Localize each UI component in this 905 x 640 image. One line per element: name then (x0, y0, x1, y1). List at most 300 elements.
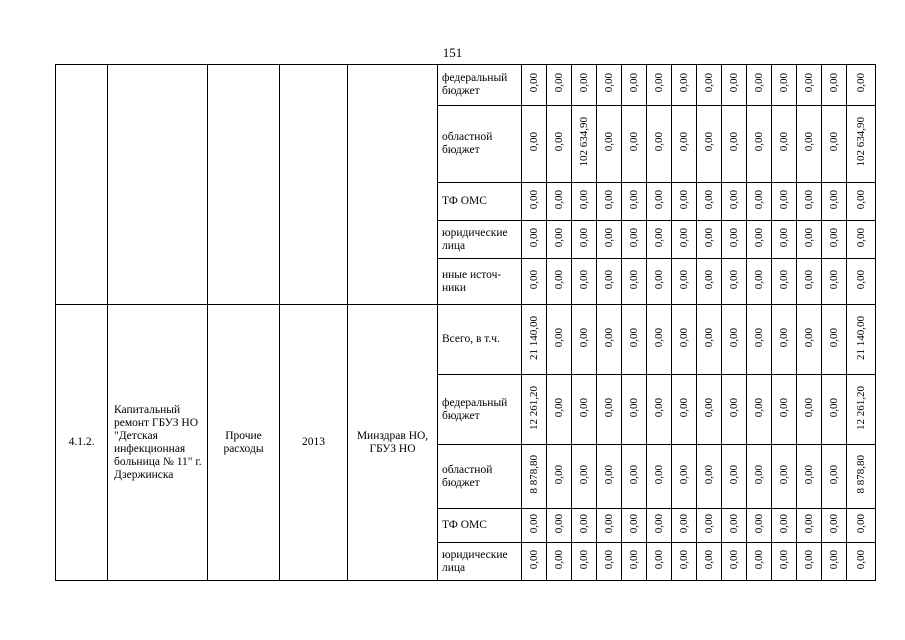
amount-value: 0,00 (553, 549, 565, 570)
amount-value: 102 634,90 (855, 117, 867, 167)
amount-cell (547, 509, 572, 543)
amount-value: 0,00 (628, 269, 640, 290)
funding-source-cell: ТФ ОМС (438, 509, 522, 543)
amount-cell (522, 65, 547, 106)
amount-cell (772, 509, 797, 543)
amount-cell (822, 445, 847, 509)
amount-cell (572, 106, 597, 183)
amount-value: 0,00 (678, 397, 690, 418)
amount-value: 0,00 (778, 269, 790, 290)
amount-cell (522, 221, 547, 259)
amount-value: 0,00 (603, 73, 615, 93)
amount-cell (697, 221, 722, 259)
amount-value: 0,00 (703, 549, 715, 570)
amount-cell (722, 183, 747, 221)
amount-value: 0,00 (753, 269, 765, 290)
amount-value: 0,00 (603, 549, 615, 570)
amount-value: 0,00 (653, 189, 665, 210)
amount-cell (797, 106, 822, 183)
amount-cell (647, 221, 672, 259)
amount-cell (822, 375, 847, 445)
amount-value: 0,00 (703, 132, 715, 152)
amount-cell (722, 509, 747, 543)
amount-value: 0,00 (855, 269, 867, 290)
amount-value: 0,00 (678, 189, 690, 210)
amount-cell (747, 221, 772, 259)
amount-value: 0,00 (728, 227, 740, 248)
amount-cell (747, 259, 772, 305)
amount-value: 0,00 (553, 269, 565, 290)
amount-value: 0,00 (528, 132, 540, 152)
amount-value: 0,00 (855, 549, 867, 570)
amount-cell (547, 305, 572, 375)
amount-cell (672, 445, 697, 509)
funding-source-cell: иные источ-ники (438, 259, 522, 305)
amount-value: 0,00 (653, 327, 665, 348)
item-code-cell (56, 65, 108, 305)
amount-value: 0,00 (728, 327, 740, 348)
amount-value: 0,00 (678, 464, 690, 485)
amount-value: 0,00 (628, 464, 640, 485)
amount-value: 0,00 (778, 73, 790, 93)
amount-cell (697, 445, 722, 509)
expense-type-cell (208, 65, 280, 305)
amount-value: 0,00 (703, 327, 715, 348)
amount-cell (522, 305, 547, 375)
amount-value: 0,00 (678, 513, 690, 534)
amount-cell (547, 221, 572, 259)
amount-value: 0,00 (578, 464, 590, 485)
amount-value: 0,00 (855, 227, 867, 248)
amount-value: 0,00 (628, 327, 640, 348)
amount-value: 0,00 (828, 189, 840, 210)
amount-cell (772, 106, 797, 183)
amount-cell (622, 183, 647, 221)
amount-value: 0,00 (753, 327, 765, 348)
amount-cell (522, 106, 547, 183)
amount-cell (572, 259, 597, 305)
amount-cell (647, 106, 672, 183)
amount-value: 0,00 (628, 549, 640, 570)
amount-cell (822, 509, 847, 543)
amount-value: 0,00 (553, 73, 565, 93)
amount-value: 0,00 (778, 549, 790, 570)
amount-cell (572, 509, 597, 543)
amount-value: 0,00 (855, 73, 867, 93)
amount-value: 21 140,00 (855, 315, 867, 360)
page-number: 151 (442, 45, 463, 60)
amount-value: 0,00 (603, 513, 615, 534)
amount-value: 0,00 (855, 513, 867, 534)
amount-cell (622, 375, 647, 445)
amount-value: 0,00 (778, 189, 790, 210)
amount-cell (647, 65, 672, 106)
amount-cell (722, 305, 747, 375)
amount-cell (747, 375, 772, 445)
amount-cell (747, 509, 772, 543)
amount-value: 0,00 (753, 227, 765, 248)
amount-value: 0,00 (803, 397, 815, 418)
amount-cell (772, 445, 797, 509)
amount-cell (722, 65, 747, 106)
amount-cell (597, 65, 622, 106)
amount-cell (647, 445, 672, 509)
amount-cell (647, 375, 672, 445)
amount-value: 0,00 (528, 549, 540, 570)
amount-value: 0,00 (603, 132, 615, 152)
amount-value: 0,00 (553, 397, 565, 418)
amount-value: 0,00 (553, 189, 565, 210)
amount-value: 0,00 (828, 269, 840, 290)
amount-cell (722, 259, 747, 305)
amount-cell (622, 543, 647, 581)
table-body (56, 65, 876, 581)
amount-value: 0,00 (778, 464, 790, 485)
amount-cell (772, 259, 797, 305)
amount-cell (672, 65, 697, 106)
amount-cell (747, 183, 772, 221)
amount-value: 0,00 (553, 227, 565, 248)
amount-value: 0,00 (753, 132, 765, 152)
amount-value: 0,00 (728, 464, 740, 485)
amount-value: 0,00 (803, 464, 815, 485)
amount-value: 0,00 (728, 513, 740, 534)
amount-value: 0,00 (828, 397, 840, 418)
amount-cell (847, 445, 876, 509)
amount-cell (847, 509, 876, 543)
amount-cell (647, 259, 672, 305)
amount-cell (597, 221, 622, 259)
amount-value: 0,00 (778, 327, 790, 348)
amount-cell (797, 375, 822, 445)
amount-value: 0,00 (628, 73, 640, 93)
amount-cell (847, 543, 876, 581)
amount-cell (597, 445, 622, 509)
amount-cell (547, 65, 572, 106)
amount-value: 0,00 (803, 513, 815, 534)
amount-value: 0,00 (828, 132, 840, 152)
amount-cell (797, 445, 822, 509)
amount-cell (622, 305, 647, 375)
amount-cell (797, 509, 822, 543)
amount-cell (597, 375, 622, 445)
amount-value: 0,00 (653, 513, 665, 534)
expense-type-cell: Прочие расходы (208, 305, 280, 581)
amount-cell (847, 305, 876, 375)
amount-value: 0,00 (855, 189, 867, 210)
amount-cell (572, 543, 597, 581)
amount-value: 0,00 (653, 73, 665, 93)
amount-cell (622, 106, 647, 183)
amount-cell (672, 509, 697, 543)
amount-value: 0,00 (578, 269, 590, 290)
amount-value: 0,00 (678, 327, 690, 348)
amount-cell (597, 183, 622, 221)
amount-cell (847, 65, 876, 106)
amount-cell (747, 305, 772, 375)
amount-value: 0,00 (728, 132, 740, 152)
amount-cell (547, 445, 572, 509)
amount-cell (622, 259, 647, 305)
amount-value: 0,00 (553, 464, 565, 485)
amount-value: 0,00 (528, 73, 540, 93)
amount-cell (747, 445, 772, 509)
amount-cell (772, 65, 797, 106)
amount-cell (672, 106, 697, 183)
amount-cell (622, 445, 647, 509)
amount-cell (847, 221, 876, 259)
amount-value: 0,00 (628, 397, 640, 418)
amount-value: 0,00 (678, 549, 690, 570)
amount-value: 0,00 (653, 227, 665, 248)
amount-cell (522, 445, 547, 509)
amount-cell (772, 221, 797, 259)
amount-value: 0,00 (603, 397, 615, 418)
amount-cell (672, 183, 697, 221)
amount-cell (722, 375, 747, 445)
amount-cell (522, 509, 547, 543)
amount-value: 0,00 (628, 513, 640, 534)
amount-value: 0,00 (578, 327, 590, 348)
amount-value: 12 261,20 (528, 385, 540, 430)
amount-cell (672, 375, 697, 445)
item-name-cell: Капитальный ремонт ГБУЗ НО "Детская инфекционная больница № 11" г. Дзержинска (108, 305, 208, 581)
amount-cell (722, 543, 747, 581)
amount-value: 0,00 (603, 327, 615, 348)
amount-value: 0,00 (578, 397, 590, 418)
amount-value: 0,00 (678, 269, 690, 290)
amount-value: 0,00 (753, 549, 765, 570)
amount-cell (572, 375, 597, 445)
amount-value: 0,00 (528, 269, 540, 290)
amount-cell (747, 543, 772, 581)
amount-value: 0,00 (703, 189, 715, 210)
amount-cell (722, 106, 747, 183)
amount-value: 0,00 (553, 132, 565, 152)
amount-cell (572, 65, 597, 106)
amount-value: 0,00 (753, 513, 765, 534)
amount-cell (847, 259, 876, 305)
amount-value: 0,00 (703, 73, 715, 93)
amount-cell (672, 259, 697, 305)
amount-value: 0,00 (578, 513, 590, 534)
amount-value: 0,00 (578, 73, 590, 93)
amount-cell (772, 543, 797, 581)
amount-value: 0,00 (703, 464, 715, 485)
amount-value: 0,00 (653, 397, 665, 418)
funding-source-cell: юридические лица (438, 543, 522, 581)
amount-value: 0,00 (828, 513, 840, 534)
amount-cell (697, 106, 722, 183)
amount-value: 0,00 (828, 549, 840, 570)
amount-cell (647, 543, 672, 581)
amount-value: 0,00 (653, 464, 665, 485)
amount-value: 0,00 (553, 513, 565, 534)
amount-value: 8 878,80 (855, 455, 867, 494)
amount-cell (622, 221, 647, 259)
funding-source-cell: областной бюджет (438, 445, 522, 509)
amount-cell (697, 305, 722, 375)
amount-value: 0,00 (828, 464, 840, 485)
amount-cell (847, 183, 876, 221)
amount-value: 0,00 (653, 549, 665, 570)
amount-value: 0,00 (728, 73, 740, 93)
amount-value: 0,00 (578, 189, 590, 210)
amount-cell (672, 543, 697, 581)
amount-value: 21 140,00 (528, 315, 540, 360)
amount-cell (797, 221, 822, 259)
funding-source-cell: юридические лица (438, 221, 522, 259)
amount-cell (547, 183, 572, 221)
amount-value: 0,00 (578, 549, 590, 570)
amount-cell (672, 305, 697, 375)
amount-value: 0,00 (603, 464, 615, 485)
amount-value: 0,00 (703, 397, 715, 418)
amount-value: 0,00 (803, 73, 815, 93)
amount-cell (797, 543, 822, 581)
amount-cell (797, 183, 822, 221)
amount-cell (722, 445, 747, 509)
amount-cell (522, 259, 547, 305)
amount-cell (697, 543, 722, 581)
amount-value: 0,00 (728, 189, 740, 210)
amount-cell (622, 65, 647, 106)
amount-cell (822, 106, 847, 183)
budget-table (55, 64, 876, 581)
amount-cell (647, 183, 672, 221)
amount-cell (697, 259, 722, 305)
amount-value: 0,00 (828, 327, 840, 348)
amount-cell (572, 445, 597, 509)
executor-cell: Минздрав НО, ГБУЗ НО (348, 305, 438, 581)
amount-cell (822, 183, 847, 221)
amount-value: 0,00 (828, 73, 840, 93)
amount-value: 0,00 (803, 327, 815, 348)
amount-value: 0,00 (678, 132, 690, 152)
amount-value: 0,00 (703, 227, 715, 248)
amount-value: 0,00 (528, 227, 540, 248)
amount-cell (547, 259, 572, 305)
amount-cell (772, 375, 797, 445)
amount-value: 0,00 (553, 327, 565, 348)
amount-value: 0,00 (653, 132, 665, 152)
amount-cell (822, 221, 847, 259)
funding-source-cell: федеральный бюджет (438, 375, 522, 445)
amount-cell (722, 221, 747, 259)
amount-cell (547, 106, 572, 183)
amount-value: 0,00 (603, 189, 615, 210)
amount-cell (572, 183, 597, 221)
amount-value: 0,00 (628, 132, 640, 152)
amount-cell (847, 375, 876, 445)
amount-cell (522, 543, 547, 581)
year-cell: 2013 (280, 305, 348, 581)
amount-value: 0,00 (603, 227, 615, 248)
amount-cell (597, 509, 622, 543)
amount-value: 0,00 (628, 227, 640, 248)
amount-value: 0,00 (578, 227, 590, 248)
amount-value: 0,00 (778, 397, 790, 418)
amount-value: 0,00 (753, 397, 765, 418)
amount-value: 0,00 (528, 513, 540, 534)
amount-cell (572, 221, 597, 259)
table-row (56, 65, 876, 106)
item-name-cell (108, 65, 208, 305)
amount-cell (672, 221, 697, 259)
amount-value: 0,00 (678, 227, 690, 248)
amount-cell (522, 183, 547, 221)
amount-value: 0,00 (753, 464, 765, 485)
amount-cell (747, 65, 772, 106)
amount-value: 0,00 (803, 269, 815, 290)
amount-cell (647, 509, 672, 543)
amount-value: 0,00 (828, 227, 840, 248)
amount-cell (547, 375, 572, 445)
amount-cell (522, 375, 547, 445)
amount-value: 0,00 (753, 189, 765, 210)
amount-value: 0,00 (803, 227, 815, 248)
amount-value: 0,00 (603, 269, 615, 290)
table-row (56, 305, 876, 375)
executor-cell (348, 65, 438, 305)
amount-value: 0,00 (753, 73, 765, 93)
amount-cell (822, 259, 847, 305)
amount-value: 0,00 (703, 269, 715, 290)
funding-source-cell: Всего, в т.ч. (438, 305, 522, 375)
amount-cell (772, 305, 797, 375)
amount-cell (797, 65, 822, 106)
amount-value: 0,00 (528, 189, 540, 210)
amount-value: 0,00 (803, 549, 815, 570)
funding-source-cell: ТФ ОМС (438, 183, 522, 221)
amount-value: 0,00 (778, 132, 790, 152)
amount-cell (822, 65, 847, 106)
amount-cell (847, 106, 876, 183)
amount-cell (622, 509, 647, 543)
amount-cell (747, 106, 772, 183)
amount-cell (697, 183, 722, 221)
amount-value: 0,00 (703, 513, 715, 534)
amount-value: 0,00 (728, 397, 740, 418)
amount-value: 0,00 (778, 513, 790, 534)
amount-cell (697, 65, 722, 106)
amount-value: 0,00 (728, 549, 740, 570)
amount-cell (822, 305, 847, 375)
amount-value: 0,00 (678, 73, 690, 93)
amount-value: 0,00 (778, 227, 790, 248)
amount-value: 0,00 (628, 189, 640, 210)
amount-cell (822, 543, 847, 581)
amount-value: 8 878,80 (528, 455, 540, 494)
amount-value: 0,00 (803, 189, 815, 210)
amount-cell (597, 106, 622, 183)
funding-source-cell: областной бюджет (438, 106, 522, 183)
amount-cell (797, 259, 822, 305)
amount-value: 12 261,20 (855, 385, 867, 430)
amount-cell (597, 543, 622, 581)
amount-cell (772, 183, 797, 221)
amount-cell (697, 375, 722, 445)
item-code-cell: 4.1.2. (56, 305, 108, 581)
year-cell (280, 65, 348, 305)
amount-cell (697, 509, 722, 543)
amount-value: 102 634,90 (578, 117, 590, 167)
amount-cell (572, 305, 597, 375)
amount-cell (597, 305, 622, 375)
amount-cell (647, 305, 672, 375)
amount-cell (797, 305, 822, 375)
amount-value: 0,00 (653, 269, 665, 290)
